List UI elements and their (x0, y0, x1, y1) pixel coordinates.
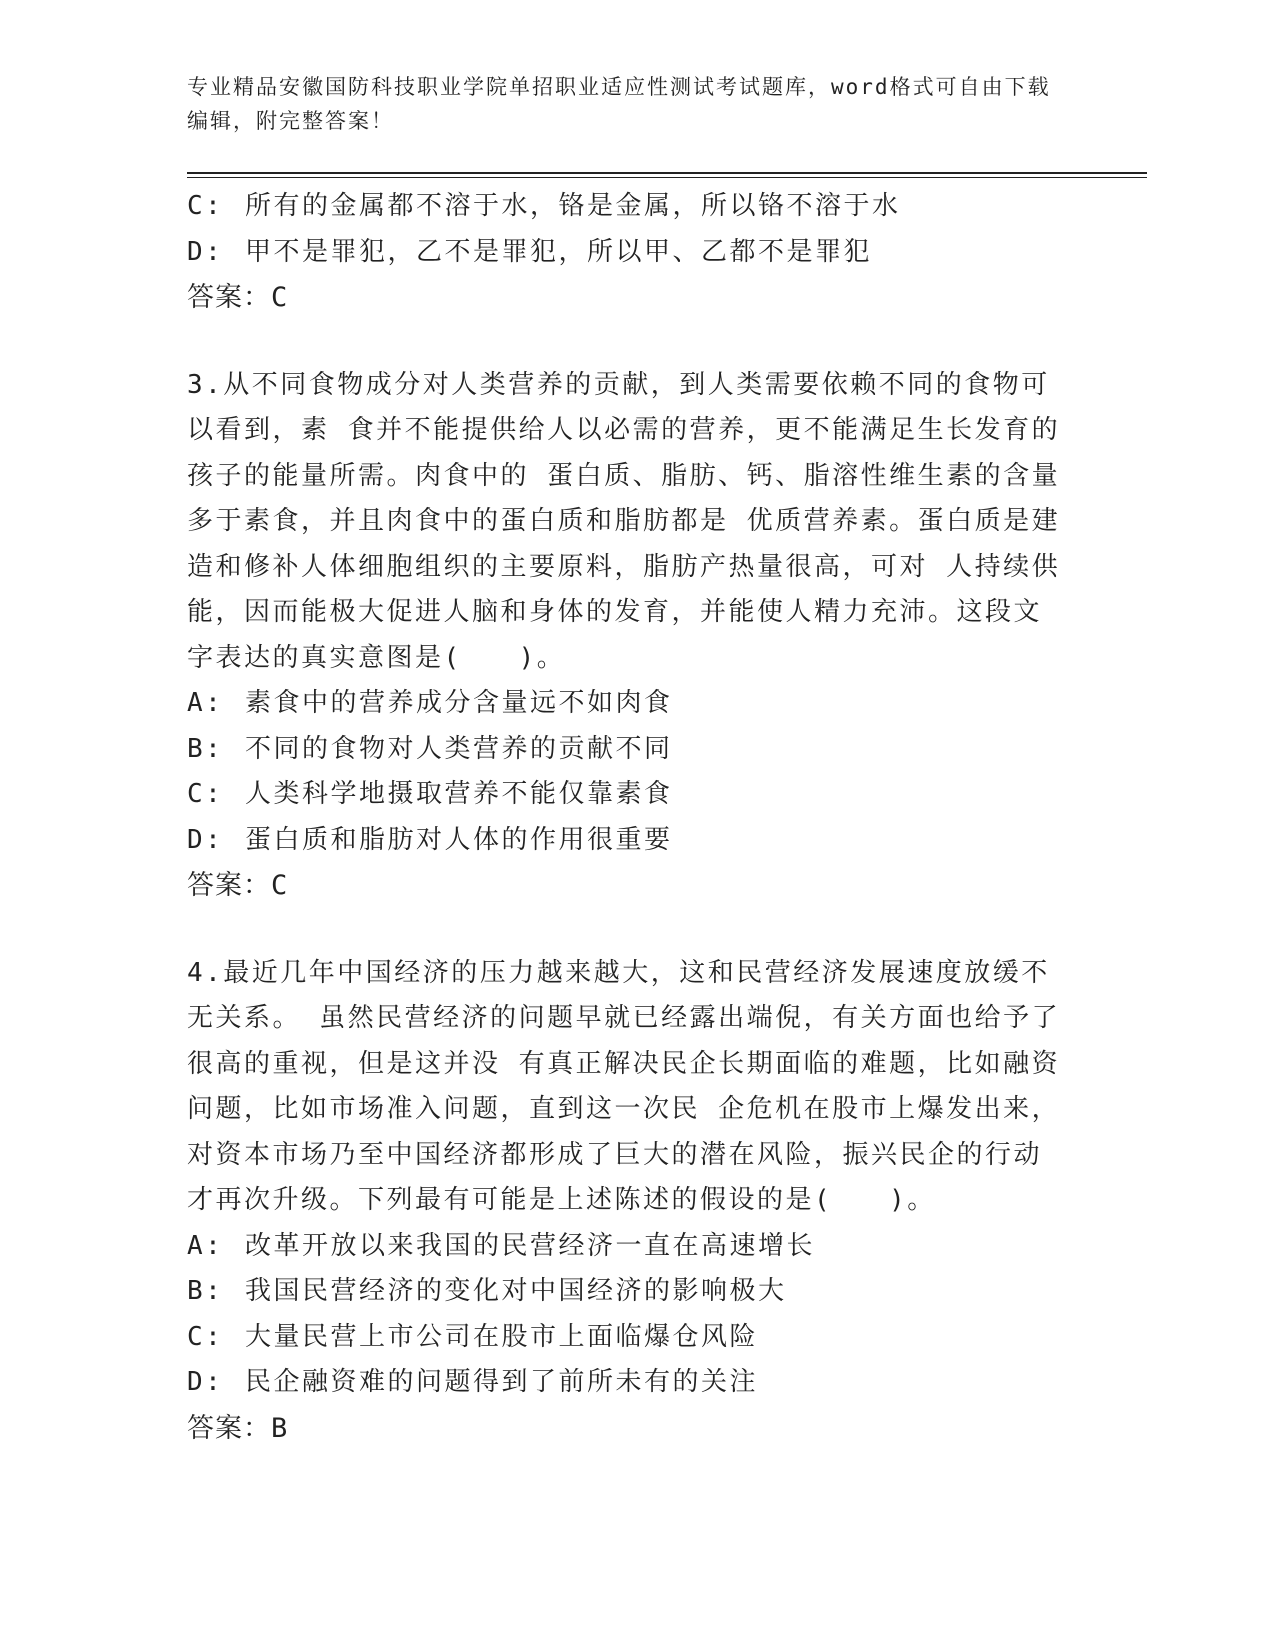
option-text: 所有的金属都不溶于水，铬是金属，所以铬不溶于水 (245, 191, 901, 221)
option-text: 大量民营上市公司在股市上面临爆仓风险 (245, 1321, 759, 1352)
option-text: 素食中的营养成分含量远不如肉食 (245, 688, 673, 718)
question-2-tail (187, 184, 1147, 321)
answer-label: 答案： (187, 1412, 271, 1443)
option-d (187, 818, 1147, 864)
stem-line: 孩子的能量所需。肉食中的 蛋白质、脂肪、钙、脂溶性维生素的含量 (187, 460, 1061, 491)
option-text: 民企融资难的问题得到了前所未有的关注 (245, 1367, 759, 1397)
answer-line (187, 863, 1147, 909)
option-key: C: (187, 191, 224, 221)
spacer (187, 909, 1147, 951)
document-page (187, 70, 1147, 1451)
answer-label: 答案： (187, 870, 271, 900)
answer-value: C (271, 282, 289, 313)
option-text: 不同的食物对人类营养的贡献不同 (245, 733, 673, 764)
option-key: B: (187, 1276, 224, 1306)
option-text: 我国民营经济的变化对中国经济的影响极大 (245, 1276, 787, 1306)
option-c (187, 1315, 1147, 1361)
option-b (187, 727, 1147, 773)
option-key: C: (187, 1321, 224, 1352)
option-a (187, 1224, 1147, 1270)
answer-value: C (271, 870, 289, 901)
option-text: 人类科学地摄取营养不能仅靠素食 (245, 779, 673, 809)
stem-line: 问题，比如市场准入问题，直到这一次民 企危机在股市上爆发出来， (187, 1094, 1061, 1124)
header-rule-thick (187, 172, 1147, 174)
stem-line: 字表达的真实意图是( )。 (187, 642, 566, 673)
option-c (187, 184, 1147, 230)
question-3 (187, 363, 1147, 909)
header-rule-thin (187, 177, 1147, 178)
option-key: D: (187, 824, 224, 855)
option-key: A: (187, 1230, 224, 1261)
stem-line: 很高的重视，但是这并没 有真正解决民企长期面临的难题，比如融资 (187, 1048, 1061, 1079)
stem-line: 4.最近几年中国经济的压力越来越大，这和民营经济发展速度放缓不 (187, 957, 1050, 988)
option-key: B: (187, 733, 224, 764)
answer-value: B (271, 1412, 289, 1444)
page-header: 专业精品安徽国防科技职业学院单招职业适应性测试考试题库，word格式可自由下载编辑，附完整答案！ (187, 75, 1051, 133)
option-key: D: (187, 236, 224, 267)
stem-line: 才再次升级。下列最有可能是上述陈述的假设的是( )。 (187, 1185, 936, 1215)
question-4 (187, 951, 1147, 1452)
spacer (187, 321, 1147, 363)
option-key: C: (187, 779, 224, 809)
option-text: 甲不是罪犯，乙不是罪犯，所以甲、乙都不是罪犯 (245, 236, 873, 267)
option-b (187, 1269, 1147, 1315)
stem-line: 能，因而能极大促进人脑和身体的发育，并能使人精力充沛。这段文 (187, 597, 1043, 627)
option-key: D: (187, 1367, 224, 1397)
stem-line: 以看到，素 食并不能提供给人以必需的营养，更不能满足生长发育的 (187, 415, 1061, 445)
stem-line: 无关系。 虽然民营经济的问题早就已经露出端倪，有关方面也给予了 (187, 1003, 1061, 1033)
stem-line: 造和修补人体细胞组织的主要原料，脂肪产热量很高，可对 人持续供 (187, 551, 1061, 582)
answer-line (187, 275, 1147, 321)
option-text: 改革开放以来我国的民营经济一直在高速增长 (245, 1230, 816, 1261)
option-d (187, 1360, 1147, 1406)
option-key: A: (187, 688, 224, 718)
stem-line: 多于素食，并且肉食中的蛋白质和脂肪都是 优质营养素。蛋白质是建 (187, 506, 1061, 536)
answer-line (187, 1406, 1147, 1452)
option-text: 蛋白质和脂肪对人体的作用很重要 (245, 824, 673, 855)
answer-label: 答案： (187, 282, 271, 312)
option-c (187, 772, 1147, 818)
stem-line: 3.从不同食物成分对人类营养的贡献，到人类需要依赖不同的食物可 (187, 369, 1050, 400)
option-d (187, 230, 1147, 276)
stem-line: 对资本市场乃至中国经济都形成了巨大的潜在风险，振兴民企的行动 (187, 1139, 1043, 1170)
option-a (187, 681, 1147, 727)
